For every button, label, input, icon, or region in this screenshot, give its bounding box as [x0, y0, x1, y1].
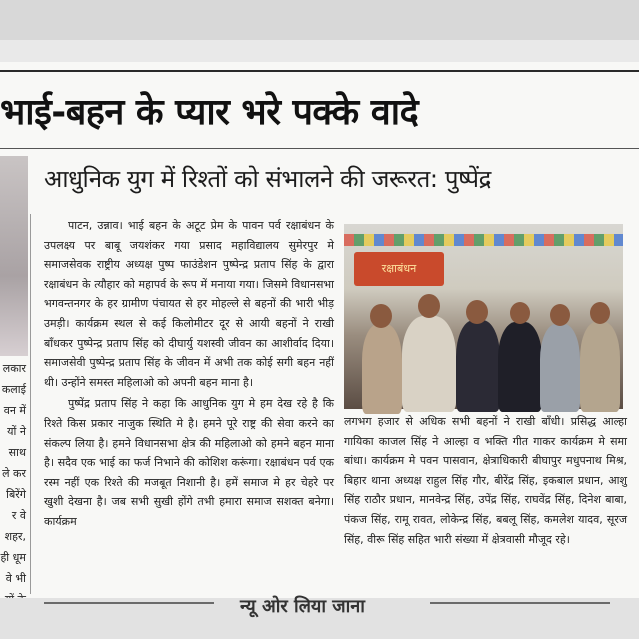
photo-person	[540, 324, 580, 412]
photo-caption-text: लगभग हजार से अधिक सभी बहनों ने राखी बाँधी। प्रसिद्ध आल्हा गायिका काजल सिंह ने आल्हा व भक्ति गीत गाकर कार्यक्रम मे समा बांधा। कार्यक्रम मे पवन पासवान, क्षेत्राधिकारी बीघापुर मधुपनाथ मिश्र, बिहार थाना अध्यक्ष राहुल सिंह गौर, बीरेंद्र सिंह, इकबाल प्रधान, आशु सिंह राठौर प्रधान, मानवेन्द्र सिंह, उपेंद्र सिंह, राघवेंद्र सिंह, दिनेश बाबा, पंकज सिंह, रामू रावत, लोकेन्द्र सिंह, बबलू सिंह, कमलेश यादव, सूरज सिंह, वीरू सिंह सहित भारी संख्या में क्षेत्रवासी मौजूद रहे।	[344, 415, 627, 546]
adjacent-article-line: यों ने	[7, 425, 26, 438]
adjacent-article-photo	[0, 156, 28, 356]
top-margin-band-lower	[0, 40, 639, 62]
photo-person-head	[418, 294, 440, 318]
adjacent-article-line: शहर,	[4, 530, 26, 543]
subheadline: आधुनिक युग में रिश्तों को संभालने की जरूरत: पुष्पेंद्र	[44, 165, 491, 193]
bottom-margin-band	[0, 598, 639, 639]
photo-person-head	[590, 302, 610, 324]
headline-rule	[0, 148, 639, 149]
photo-person	[580, 322, 620, 412]
top-margin-band	[0, 0, 639, 40]
bottom-rule	[430, 602, 610, 604]
article-paragraph: पुष्पेंद्र प्रताप सिंह ने कहा कि आधुनिक युग मे हम देख रहे है कि रिश्ते किस प्रकार नाजुक स्थिति मे है। हमने पूरे राष्ट्र की सेवा करने का संकल्प लिया है। हमने विधानसभा क्षेत्र की महिलाओ को हमने बहन माना है। सदैव एक भाई का फर्ज निभाने की कोशिश करूंगा। रक्षाबंधन पर्व एक रस्म नहीं एक रिश्ते की मजबूत निशानी है। हमें समाज मे हर चेहरे पर खुशी देखना है। जब सभी सुखी होंगे तभी हमारा समाज सशक्त बनेगा। कार्यक्रम	[44, 397, 334, 528]
adjacent-article-line: वे भी	[5, 572, 26, 585]
bottom-rule	[44, 602, 214, 604]
article-paragraph: पाटन, उन्नाव। भाई बहन के अटूट प्रेम के पावन पर्व रक्षाबंधन के उपलक्ष्य पर बाबू जयशंकर गया प्रसाद महाविद्यालय सुमेरपुर मे समाजसेवक राष्ट्रीय अध्यक्ष पुष्प फाउंडेशन पुष्पेन्द्र प्रताप सिंह के द्वारा रक्षाबंधन के त्यौहार को महापर्व के रूप में मनाया गया। जिसमे विधानसभा भगवन्तनगर के हर ग्रामीण पंचायत से हर मोहल्ले से बहनों की भारी भीड़ उमड़ी। कार्यक्रम स्थल से कई किलोमीटर दूर से आयी बहनों ने राखी बाँधकर पुष्पेन्द्र प्रताप सिंह को दीघार्यु यशस्वी जीवन का आशीर्वाद दिया। समाजसेवी पुष्पेन्द्र प्रताप सिंह के जीवन में अभी तक कोई सगी बहन नहीं थी। उन्होंने समस्त महिलाओ को अपनी बहन माना है।	[44, 219, 334, 389]
article-body	[44, 216, 334, 578]
photo-bunting-decoration	[344, 234, 623, 246]
top-rule	[0, 70, 639, 72]
photo-person	[402, 316, 456, 412]
news-photo	[344, 224, 623, 409]
adjacent-article-line: लकार	[2, 362, 26, 375]
adjacent-article-line: बिरेंगे	[6, 488, 26, 501]
next-article-headline: न्यू ओर लिया जाना	[240, 596, 365, 617]
adjacent-article-line: र वे	[11, 509, 26, 522]
photo-person	[362, 324, 402, 414]
adjacent-article-line: वन में	[3, 404, 26, 417]
photo-person	[456, 320, 500, 412]
adjacent-article-text	[0, 358, 28, 598]
headline: भाई-बहन के प्यार भरे पक्के वादे	[0, 92, 419, 133]
adjacent-article-line: कलाई	[1, 383, 26, 396]
column-separator	[30, 214, 31, 594]
adjacent-article-line: ले कर	[2, 467, 26, 480]
adjacent-article-line: ही धूम	[0, 551, 26, 564]
photo-person	[498, 322, 542, 412]
photo-stage-banner: रक्षाबंधन	[354, 252, 444, 286]
photo-person-head	[466, 300, 488, 324]
photo-person-head	[550, 304, 570, 326]
photo-person-head	[510, 302, 530, 324]
adjacent-article-line: साथ	[8, 446, 26, 459]
photo-person-head	[370, 304, 392, 328]
